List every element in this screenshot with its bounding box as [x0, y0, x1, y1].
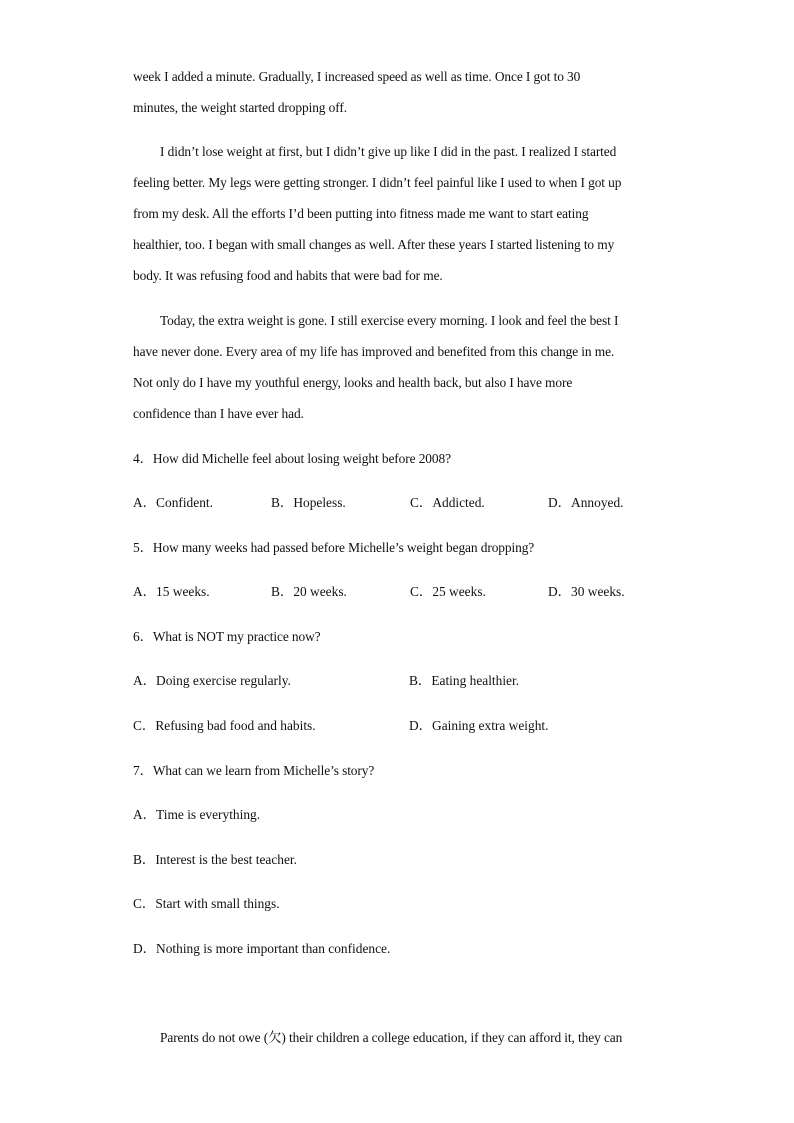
question-7-option-c: C．Start with small things.: [133, 896, 280, 911]
paragraph-line: confidence than I have ever had.: [133, 406, 304, 421]
question-7-option-b: B．Interest is the best teacher.: [133, 852, 297, 867]
passage-line: week I added a minute. Gradually, I increased speed as well as time. Once I got to 30: [133, 69, 581, 84]
question-5-option-d: D．30 weeks.: [548, 584, 625, 599]
next-passage-line: Parents do not owe (欠) their children a college education, if they can afford it, they can: [160, 1030, 623, 1045]
paragraph-line: I didn’t lose weight at first, but I didn’t give up like I did in the past. I realized I started: [160, 144, 617, 159]
paragraph-line: from my desk. All the efforts I’d been putting into fitness made me want to start eating: [133, 206, 589, 221]
question-stem-5: 5．How many weeks had passed before Michelle’s weight began dropping?: [133, 540, 535, 555]
question-7-option-a: A．Time is everything.: [133, 807, 261, 822]
question-stem-4: 4．How did Michelle feel about losing weight before 2008?: [133, 451, 451, 466]
question-6-option-c: C．Refusing bad food and habits.: [133, 718, 316, 733]
question-6-option-d: D．Gaining extra weight.: [409, 718, 549, 733]
question-6-option-b: B．Eating healthier.: [409, 673, 520, 688]
paragraph-line: have never done. Every area of my life has improved and benefited from this change in me.: [133, 344, 615, 359]
question-stem-6: 6．What is NOT my practice now?: [133, 629, 321, 644]
question-4-option-c: C．Addicted.: [410, 495, 485, 510]
question-6-option-a: A．Doing exercise regularly.: [133, 673, 291, 688]
question-5-option-c: C．25 weeks.: [410, 584, 486, 599]
paragraph-line: Not only do I have my youthful energy, looks and health back, but also I have more: [133, 375, 573, 390]
paragraph-line: feeling better. My legs were getting stronger. I didn’t feel painful like I used to when I got up: [133, 175, 622, 190]
question-4-option-b: B．Hopeless.: [271, 495, 346, 510]
question-5-option-b: B．20 weeks.: [271, 584, 347, 599]
question-7-option-d: D．Nothing is more important than confidence.: [133, 941, 391, 956]
question-5-option-a: A．15 weeks.: [133, 584, 210, 599]
paragraph-line: body. It was refusing food and habits that were bad for me.: [133, 268, 443, 283]
paragraph-line: healthier, too. I began with small changes as well. After these years I started listening to my: [133, 237, 615, 252]
question-4-option-a: A．Confident.: [133, 495, 213, 510]
passage-line: minutes, the weight started dropping off.: [133, 100, 347, 115]
question-stem-7: 7．What can we learn from Michelle’s story?: [133, 763, 375, 778]
question-4-option-d: D．Annoyed.: [548, 495, 624, 510]
paragraph-line: Today, the extra weight is gone. I still exercise every morning. I look and feel the best I: [160, 313, 619, 328]
